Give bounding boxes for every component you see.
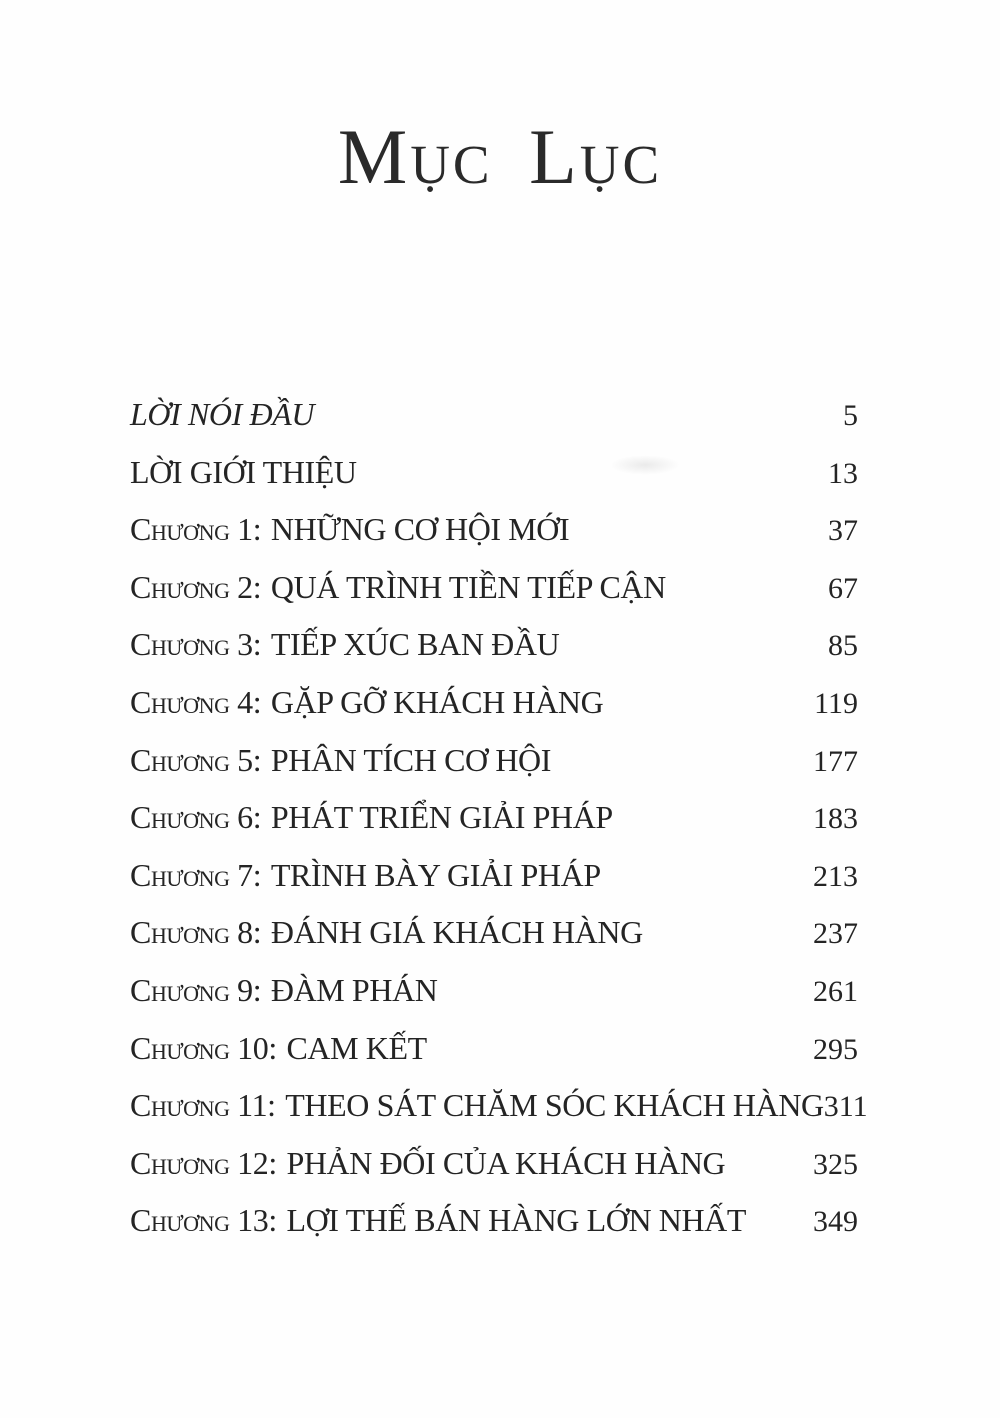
- page-number: 119: [814, 686, 858, 720]
- page-number: 13: [828, 456, 858, 490]
- toc-entry: [130, 616, 858, 674]
- toc-entry: [130, 559, 858, 617]
- chapter-label: Chương 2:: [130, 568, 262, 605]
- toc-entry: [130, 444, 858, 502]
- entry-text: [130, 962, 437, 1020]
- toc-entry: [130, 1135, 858, 1193]
- page-number: 37: [828, 514, 858, 548]
- entry-title: ĐÁNH GIÁ KHÁCH HÀNG: [270, 914, 643, 951]
- chapter-label: Chương 9:: [130, 971, 262, 1008]
- page-number: 261: [813, 974, 858, 1008]
- entry-title: TRÌNH BÀY GIẢI PHÁP: [270, 856, 601, 893]
- page-number: 213: [813, 859, 858, 893]
- page-number: 85: [828, 629, 858, 663]
- table-of-contents: [130, 386, 868, 1250]
- entry-text: [130, 1020, 427, 1078]
- entry-title: PHẢN ĐỐI CỦA KHÁCH HÀNG: [286, 1144, 726, 1181]
- entry-title: ĐÀM PHÁN: [270, 971, 438, 1008]
- entry-title: TIẾP XÚC BAN ĐẦU: [270, 626, 560, 663]
- page-number: 5: [843, 399, 858, 432]
- entry-title: LỢI THẾ BÁN HÀNG LỚN NHẤT: [286, 1202, 747, 1239]
- chapter-label: Chương 1:: [130, 511, 262, 548]
- toc-entry: [130, 962, 858, 1020]
- toc-entry: [130, 847, 858, 905]
- entry-text: [130, 559, 666, 617]
- entry-text: [130, 1192, 746, 1250]
- entry-title: NHỮNG CƠ HỘI MỚI: [270, 511, 570, 548]
- page-number: 237: [813, 917, 858, 951]
- entry-text: [130, 616, 559, 674]
- page-number: 325: [813, 1147, 858, 1181]
- chapter-label: Chương 3:: [130, 626, 262, 663]
- entry-text: [130, 501, 569, 559]
- chapter-label: Chương 10:: [130, 1029, 277, 1066]
- entry-text: [130, 674, 603, 732]
- page-number: 177: [813, 744, 858, 778]
- page-number: 183: [813, 802, 858, 836]
- toc-entry: [130, 789, 858, 847]
- chapter-label: Chương 7:: [130, 856, 262, 893]
- entry-text: [130, 789, 613, 847]
- chapter-label: Chương 8:: [130, 914, 262, 951]
- page-number: 311: [823, 1090, 868, 1124]
- entry-title: GẶP GỠ KHÁCH HÀNG: [270, 683, 604, 720]
- entry-text: [130, 444, 357, 502]
- page-number: 295: [813, 1032, 858, 1066]
- entry-title: CAM KẾT: [286, 1029, 427, 1066]
- entry-text: [130, 904, 643, 962]
- toc-entry: [130, 501, 858, 559]
- toc-entry: [130, 674, 858, 732]
- toc-entry: [130, 1077, 868, 1135]
- chapter-label: Chương 4:: [130, 683, 262, 720]
- toc-entry: [130, 386, 858, 444]
- page-number: 349: [813, 1205, 858, 1239]
- toc-entry: [130, 1020, 858, 1078]
- entry-text: [130, 386, 314, 444]
- entry-text: [130, 1077, 824, 1135]
- entry-title: QUÁ TRÌNH TIỀN TIẾP CẬN: [270, 568, 666, 605]
- entry-text: [130, 1135, 725, 1193]
- toc-entry: [130, 904, 858, 962]
- chapter-label: Chương 5:: [130, 741, 262, 778]
- entry-title: PHÁT TRIỂN GIẢI PHÁP: [270, 799, 613, 836]
- entry-title: LỜI NÓI ĐẦU: [130, 396, 315, 432]
- page-title: Mục Lục: [337, 113, 663, 200]
- chapter-label: Chương 6:: [130, 799, 262, 836]
- chapter-label: Chương 12:: [130, 1144, 277, 1181]
- page-number: 67: [828, 571, 858, 605]
- toc-entry: [130, 1192, 858, 1250]
- chapter-label: Chương 11:: [130, 1087, 276, 1124]
- toc-entry: [130, 732, 858, 790]
- entry-title: LỜI GIỚI THIỆU: [130, 453, 357, 490]
- chapter-label: Chương 13:: [130, 1202, 277, 1239]
- entry-text: [130, 847, 601, 905]
- entry-title: PHÂN TÍCH CƠ HỘI: [270, 741, 551, 778]
- entry-title: THEO SÁT CHĂM SÓC KHÁCH HÀNG: [285, 1087, 824, 1124]
- entry-text: [130, 732, 551, 790]
